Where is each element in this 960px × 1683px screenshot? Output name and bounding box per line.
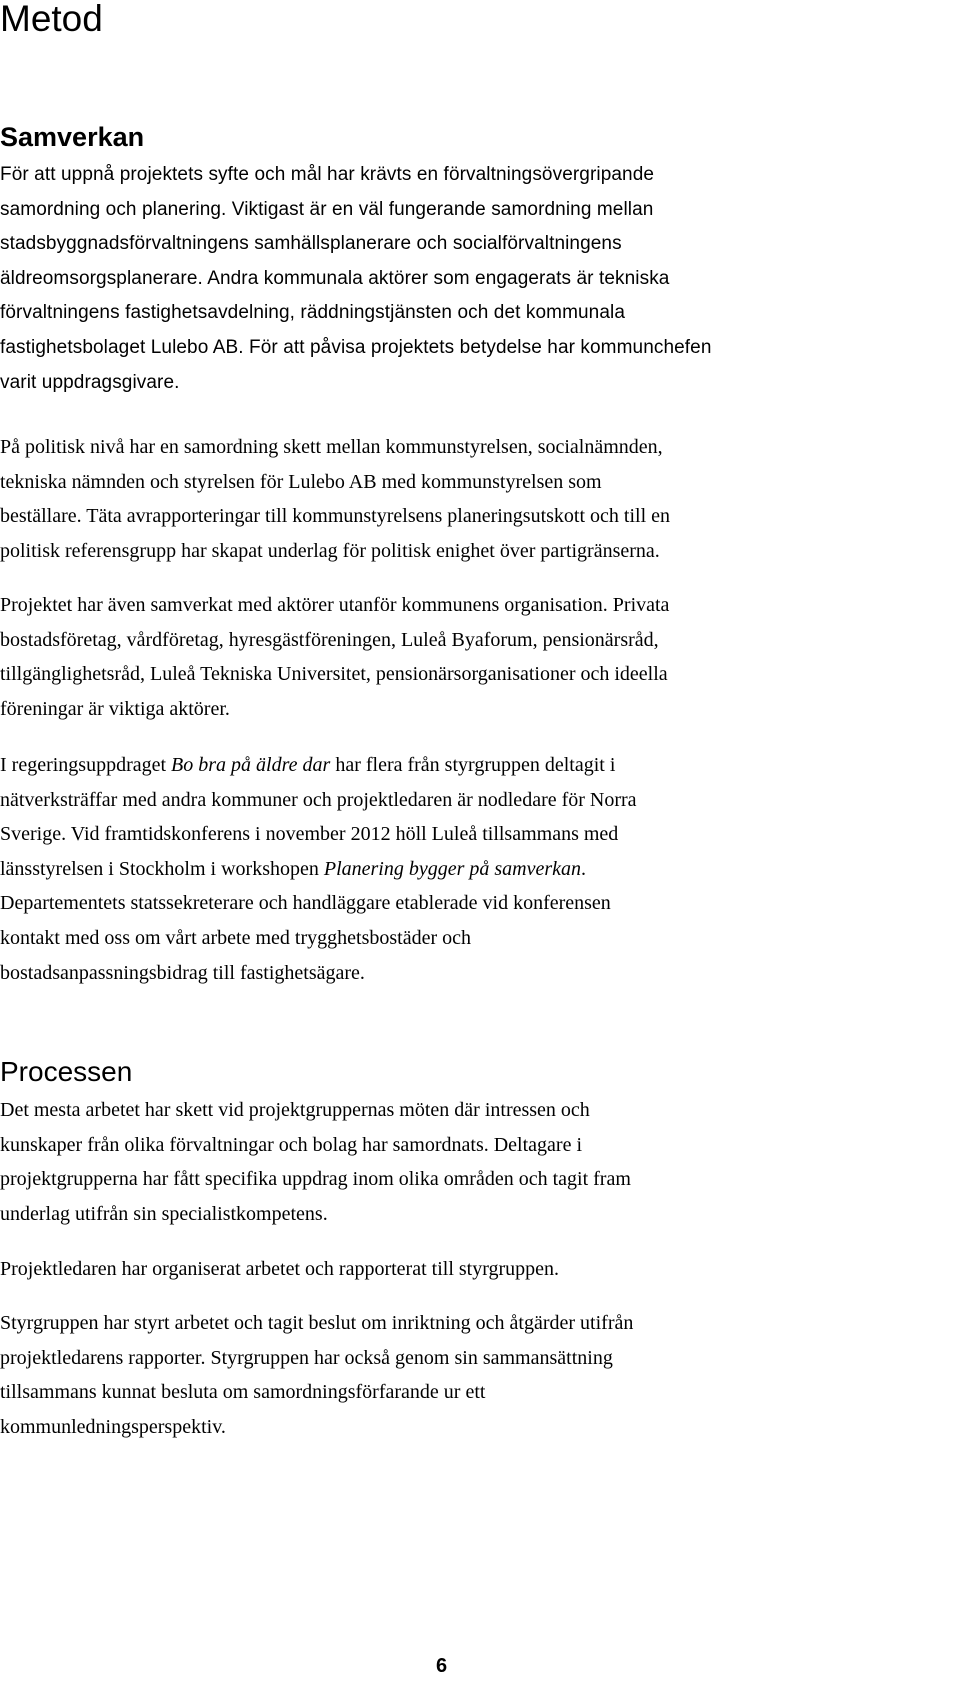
text-line: På politisk nivå har en samordning skett mellan kommunstyrelsen, socialnämnden,: [0, 436, 663, 458]
text-line: kommunledningsperspektiv.: [0, 1415, 226, 1438]
section-heading-samverkan: Samverkan: [0, 122, 145, 152]
text-line: Departementets statssekreterare och handläggare etablerade vid konferensen: [0, 892, 611, 915]
text-line: Styrgruppen har styrt arbetet och tagit beslut om inriktning och åtgärder utifrån: [0, 1312, 634, 1334]
workshop-name: Planering bygger på samverkan: [323, 857, 582, 880]
text-line: länsstyrelsen i Stockholm i workshopen Planering bygger på samverkan.: [0, 857, 587, 880]
section-heading-processen: Processen: [0, 1056, 133, 1087]
text-line: underlag utifrån sin specialistkompetens.: [0, 1202, 328, 1225]
text-line: kunskaper från olika förvaltningar och bolag har samordnats. Deltagare i: [0, 1133, 583, 1156]
text-line: Projektet har även samverkat med aktörer utanför kommunens organisation. Privata: [0, 594, 670, 616]
text-line: Projektledaren har organiserat arbetet och rapporterat till styrgruppen.: [0, 1258, 560, 1280]
text-line: fastighetsbolaget Lulebo AB. För att påvisa projektets betydelse har kommunchefen: [0, 336, 712, 358]
text-line: Sverige. Vid framtidskonferens i november 2012 höll Luleå tillsammans med: [0, 823, 619, 846]
paragraph: [0, 1093, 950, 1231]
paragraph: [0, 1252, 950, 1287]
text-line: politisk referensgrupp har skapat underlag för politisk enighet över partigränserna.: [0, 539, 660, 562]
text-line: bostadsföretag, vårdföretag, hyresgästföreningen, Luleå Byaforum, pensionärsråd,: [0, 628, 659, 651]
paragraph: [0, 430, 950, 568]
text-line: förvaltningens fastighetsavdelning, räddningstjänsten och det kommunala: [0, 302, 625, 324]
text-line: För att uppnå projektets syfte och mål har krävts en förvaltningsövergripande: [0, 164, 655, 185]
page-title: Metod: [0, 0, 103, 39]
text-line: stadsbyggnadsförvaltningens samhällsplanerare och socialförvaltningens: [0, 233, 622, 255]
text-line: kontakt med oss om vårt arbete med trygghetsbostäder och: [0, 926, 471, 949]
text-line: tekniska nämnden och styrelsen för Lulebo AB med kommunstyrelsen som: [0, 470, 602, 493]
text-line: bostadsanpassningsbidrag till fastighetsägare.: [0, 961, 365, 984]
paragraph: [0, 748, 950, 990]
text-line: I regeringsuppdraget Bo bra på äldre dar har flera från styrgruppen deltagit i: [0, 754, 616, 776]
paragraph: [0, 158, 950, 400]
text-line: Det mesta arbetet har skett vid projektgruppernas möten där intressen och: [0, 1099, 590, 1121]
text-line: beställare. Täta avrapporteringar till kommunstyrelsens planeringsutskott och till en: [0, 505, 671, 528]
page-number: 6: [436, 1655, 448, 1677]
text-line: föreningar är viktiga aktörer.: [0, 697, 230, 720]
text-line: tillsammans kunnat besluta om samordningsförfarande ur ett: [0, 1381, 486, 1404]
text-line: nätverksträffar med andra kommuner och projektledaren är nodledare för Norra: [0, 788, 637, 811]
program-name: Bo bra på äldre dar: [171, 754, 331, 776]
text-line: projektledarens rapporter. Styrgruppen har också genom sin sammansättning: [0, 1346, 613, 1369]
text-line: samordning och planering. Viktigast är en väl fungerande samordning mellan: [0, 198, 654, 220]
paragraph: [0, 588, 950, 726]
text-line: projektgrupperna har fått specifika uppdrag inom olika områden och tagit fram: [0, 1168, 631, 1191]
text-line: äldreomsorgsplanerare. Andra kommunala aktörer som engagerats är tekniska: [0, 267, 670, 289]
text-line: varit uppdragsgivare.: [0, 371, 180, 393]
paragraph: [0, 1306, 950, 1444]
text-line: tillgänglighetsråd, Luleå Tekniska Universitet, pensionärsorganisationer och ideella: [0, 663, 668, 686]
